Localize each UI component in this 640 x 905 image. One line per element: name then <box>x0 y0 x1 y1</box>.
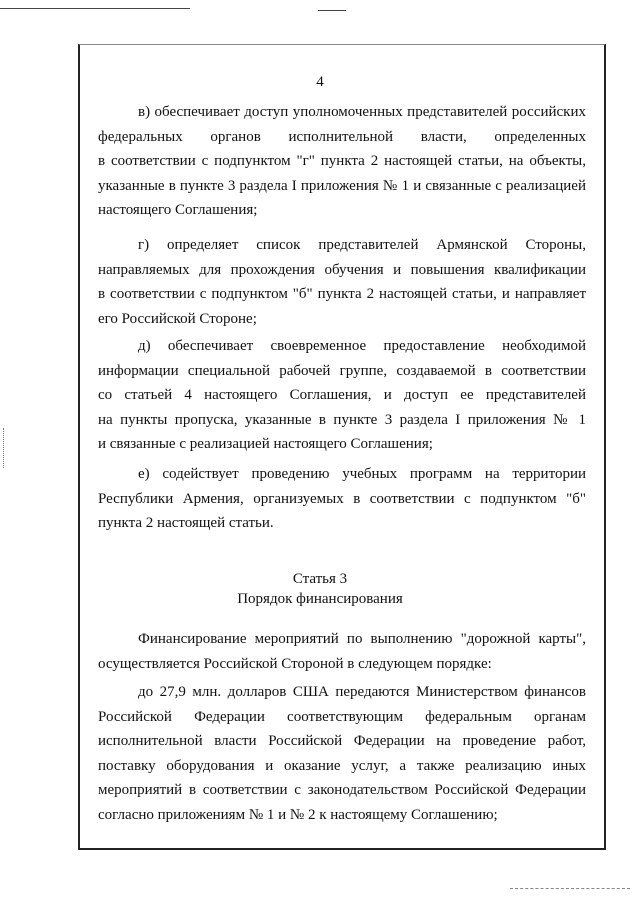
text-line: информации специальной рабочей группе, создаваемой в соответствии <box>98 362 586 379</box>
text-line: осуществляется Российской Стороной в следующем порядке: <box>98 655 492 672</box>
text-line: Финансирование мероприятий по выполнению "дорожной карты", <box>138 631 586 647</box>
scan-mark-bottom-right <box>510 888 630 890</box>
paragraph-e <box>98 462 586 536</box>
text-line: и связанные с реализацией настоящего Соглашения; <box>98 436 433 452</box>
text-line: поставку оборудования и оказание услуг, а также реализацию иных <box>98 757 586 774</box>
paragraph-d <box>98 334 586 457</box>
paragraph-v <box>98 100 586 223</box>
page-number: 4 <box>316 74 324 90</box>
article-number: Статья 3 <box>292 571 348 587</box>
text-line: е) содействует проведению учебных программ на территории <box>138 466 586 482</box>
text-line: пункта 2 настоящей статьи. <box>98 515 274 531</box>
text-line: в) обеспечивает доступ уполномоченных представителей российских <box>138 104 586 120</box>
text-line: Российской Федерации соответствующим федеральным органам <box>98 708 586 725</box>
text-line: Республики Армения, организуемых в соответствии с подпунктом "б" <box>98 490 586 507</box>
article-title: Порядок финансирования <box>237 591 403 607</box>
text-line: указанные в пункте 3 раздела I приложения № 1 и связанные с реализацией <box>98 177 586 194</box>
scan-mark-top-center <box>318 10 346 11</box>
text-line: в соответствии с подпунктом "б" пункта 2 настоящей статьи, и направляет <box>98 286 586 302</box>
scan-mark-left-edge <box>3 428 5 468</box>
scan-mark-top-left <box>0 8 190 9</box>
text-line: мероприятий в соответствии с законодательством Российской Федерации <box>98 782 586 798</box>
text-line: г) определяет список представителей Армянской Стороны, <box>138 237 586 253</box>
paragraph-g <box>98 233 586 331</box>
text-line: настоящего Соглашения; <box>98 202 258 218</box>
paragraph-financing <box>98 627 586 676</box>
text-line: на пункты пропуска, указанные в пункте 3 раздела I приложения № 1 <box>98 411 586 428</box>
text-line: его Российской Стороне; <box>98 310 257 327</box>
text-line: со статьей 4 настоящего Соглашения, и доступ ее представителей <box>98 387 586 403</box>
paragraph-amount <box>98 680 586 827</box>
text-line: направляемых для прохождения обучения и повышения квалификации <box>98 261 586 278</box>
text-line: согласно приложениям № 1 и № 2 к настоящему Соглашению; <box>98 806 498 823</box>
text-line: в соответствии с подпунктом "г" пункта 2 настоящей статьи, на объекты, <box>98 153 586 169</box>
text-line: д) обеспечивает своевременное предоставление необходимой <box>138 338 586 354</box>
text-line: до 27,9 млн. долларов США передаются Министерством финансов <box>138 684 586 700</box>
text-line: исполнительной власти Российской Федерации на проведение работ, <box>98 733 586 749</box>
text-line: федеральных органов исполнительной власти, определенных <box>98 128 586 145</box>
